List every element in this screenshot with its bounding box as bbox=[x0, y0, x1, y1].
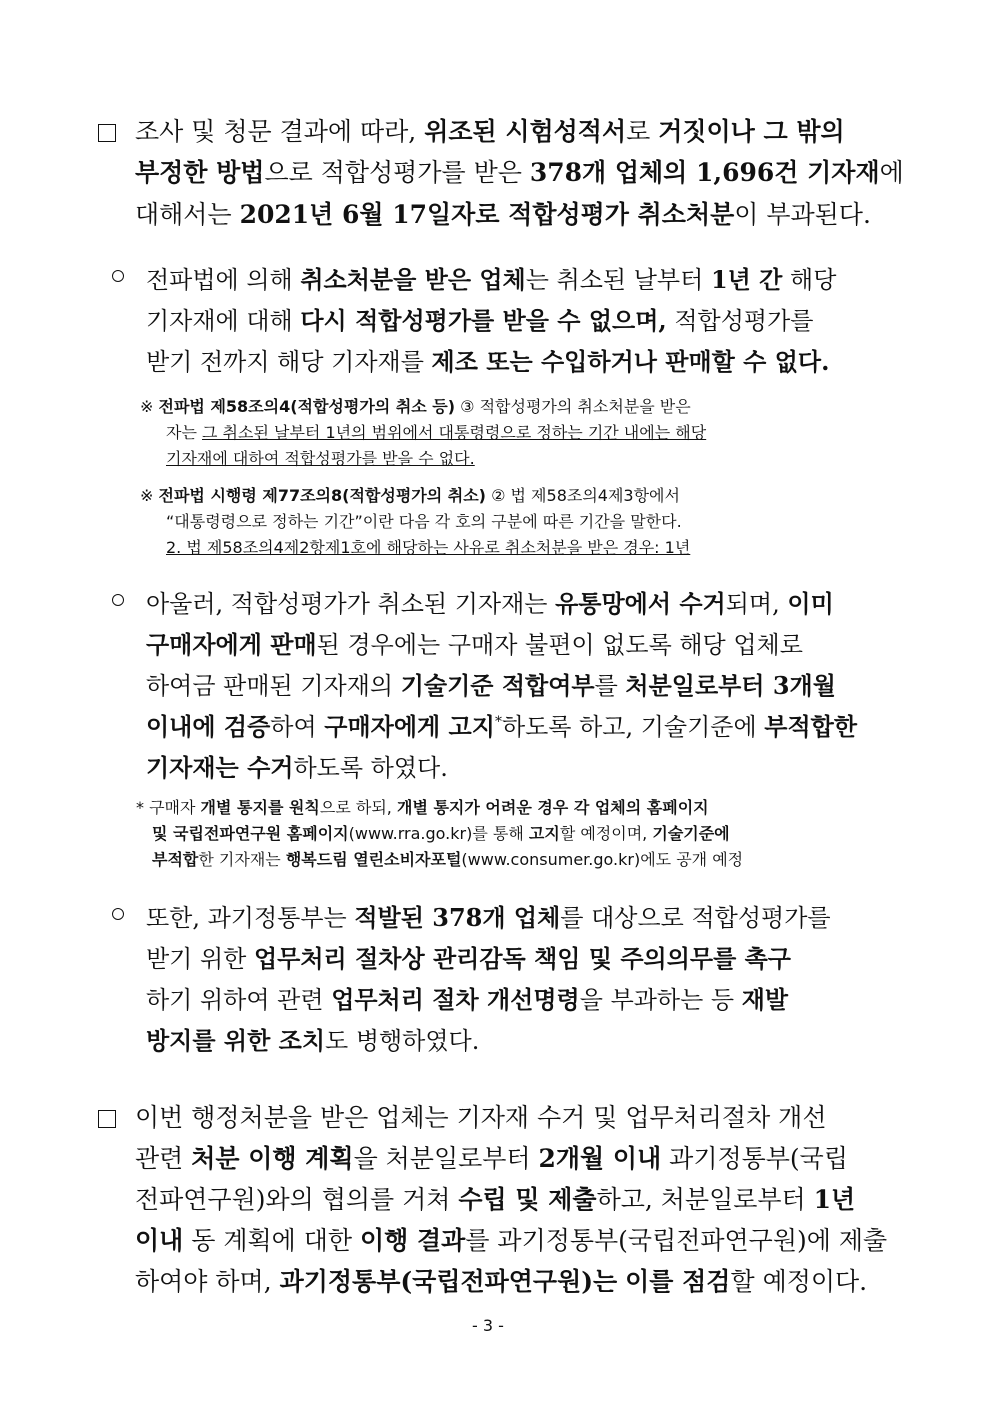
bullet-2-line-1: 아울러, 적합성평가가 취소된 기자재는 유통망에서 수거되며, 이미 bbox=[146, 589, 834, 618]
bullet-2-line-3: 하여금 판매된 기자재의 기술기준 적합여부를 처분일로부터 3개월 bbox=[146, 671, 836, 700]
footnote-line-1: * 구매자 개별 통지를 원칙으로 하되, 개별 통지가 어려운 경우 각 업체의 홈페이지 bbox=[136, 798, 709, 817]
bullet-1-line-2: 기자재에 대해 다시 적합성평가를 받을 수 없으며, 적합성평가를 bbox=[146, 306, 814, 335]
bullet-3-line-4: 방지를 위한 조치도 병행하였다. bbox=[146, 1026, 480, 1055]
section-2-line-5: 하여야 하며, 과기정통부(국립전파연구원)는 이를 점검할 예정이다. bbox=[135, 1267, 868, 1296]
note-2-line-2: “대통령령으로 정하는 기간”이란 다음 각 호의 구분에 따른 기간을 말한다. bbox=[166, 512, 682, 531]
bullet-2-line-5: 기자재는 수거하도록 하였다. bbox=[146, 753, 448, 782]
section-2-line-4: 이내 동 계획에 대한 이행 결과를 과기정통부(국립전파연구원)에 제출 bbox=[135, 1226, 888, 1255]
bullet-2-line-2: 구매자에게 판매된 경우에는 구매자 불편이 없도록 해당 업체로 bbox=[146, 630, 803, 659]
bullet-3-line-1: 또한, 과기정통부는 적발된 378개 업체를 대상으로 적합성평가를 bbox=[146, 903, 831, 932]
section-1-line-2: 부정한 방법으로 적합성평가를 받은 378개 업체의 1,696건 기자재에 bbox=[135, 158, 904, 187]
section-1-line-1: 조사 및 청문 결과에 따라, 위조된 시험성적서로 거짓이나 그 밖의 bbox=[135, 117, 845, 146]
footnote-line-2: 및 국립전파연구원 홈페이지(www.rra.go.kr)를 통해 고지할 예정이며, 기술기준에 bbox=[152, 824, 730, 843]
note-2-line-3: 2. 법 제58조의4제2항제1호에 해당하는 사유로 취소처분을 받은 경우: 1년 bbox=[166, 538, 691, 557]
bullet-3-line-2: 받기 위한 업무처리 절차상 관리감독 책임 및 주의의무를 촉구 bbox=[146, 944, 791, 973]
footnote-line-3: 부적합한 기자재는 행복드림 열린소비자포털(www.consumer.go.kr)에도 공개 예정 bbox=[152, 850, 744, 869]
note-1-line-3: 기자재에 대하여 적합성평가를 받을 수 없다. bbox=[166, 449, 475, 468]
circle-bullet-icon bbox=[112, 594, 124, 606]
section-1-line-3: 대해서는 2021년 6월 17일자로 적합성평가 취소처분이 부과된다. bbox=[135, 200, 871, 229]
note-1-line-2: 자는 그 취소된 날부터 1년의 범위에서 대통령령으로 정하는 기간 내에는 해당 bbox=[166, 423, 707, 442]
note-1-line-1: ※ 전파법 제58조의4(적합성평가의 취소 등) ③ 적합성평가의 취소처분을 받은 bbox=[140, 397, 691, 416]
circle-bullet-icon bbox=[112, 908, 124, 920]
section-2-line-3: 전파연구원)와의 협의를 거쳐 수립 및 제출하고, 처분일로부터 1년 bbox=[135, 1185, 856, 1214]
bullet-1-line-3: 받기 전까지 해당 기자재를 제조 또는 수입하거나 판매할 수 없다. bbox=[146, 347, 830, 376]
bullet-3-line-3: 하기 위하여 관련 업무처리 절차 개선명령을 부과하는 등 재발 bbox=[146, 985, 789, 1014]
note-2-line-1: ※ 전파법 시행령 제77조의8(적합성평가의 취소) ② 법 제58조의4제3항에서 bbox=[140, 486, 680, 505]
square-bullet-icon bbox=[98, 124, 116, 142]
section-2-line-1: 이번 행정처분을 받은 업체는 기자재 수거 및 업무처리절차 개선 bbox=[135, 1103, 827, 1132]
page-number: - 3 - bbox=[472, 1316, 504, 1335]
bullet-1-line-1: 전파법에 의해 취소처분을 받은 업체는 취소된 날부터 1년 간 해당 bbox=[146, 265, 837, 294]
bullet-2-line-4: 이내에 검증하여 구매자에게 고지*하도록 하고, 기술기준에 부적합한 bbox=[146, 712, 858, 741]
square-bullet-icon bbox=[98, 1110, 116, 1128]
section-2-line-2: 관련 처분 이행 계획을 처분일로부터 2개월 이내 과기정통부(국립 bbox=[135, 1144, 848, 1173]
circle-bullet-icon bbox=[112, 270, 124, 282]
